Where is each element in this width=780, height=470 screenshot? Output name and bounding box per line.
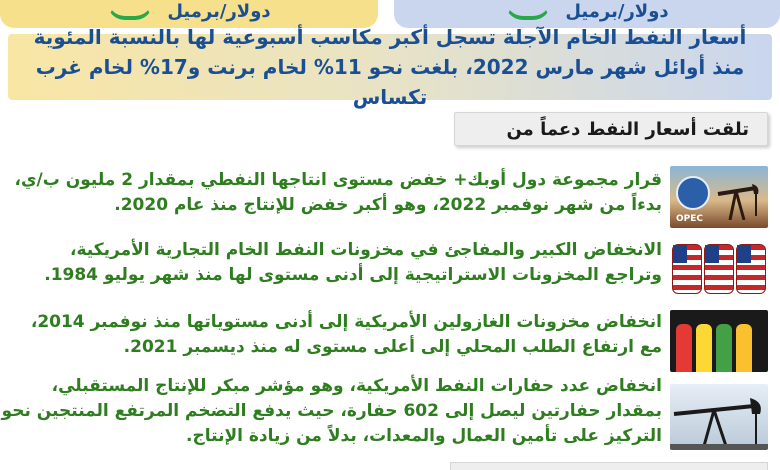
item-line: انخفاض مخزونات الغازولين الأمريكية إلى أدنى مستوياتها منذ نوفمبر 2014، <box>30 312 662 332</box>
headline-box <box>8 25 772 109</box>
swoosh-icon <box>505 2 551 20</box>
list-item <box>0 372 780 462</box>
us-flag-barrels-image <box>670 238 768 300</box>
item-text <box>2 374 662 449</box>
headline-line-2: منذ أوائل شهر مارس 2022، بلغت نحو 11% لخام برنت و17% لخام غرب تكساس <box>35 55 745 109</box>
fuel-nozzle-icon <box>696 324 712 372</box>
fuel-nozzle-icon <box>676 324 692 372</box>
barrel-icon <box>704 244 734 294</box>
item-text <box>15 168 663 218</box>
opec-logo-icon <box>676 176 710 210</box>
item-line: وتراجع المخزونات الاستراتيجية إلى أدنى مستوى لها منذ شهر يوليو 1984. <box>44 265 662 285</box>
fuel-nozzle-icon <box>716 324 732 372</box>
opec-pumpjack-image <box>670 166 768 228</box>
item-line: مع ارتفاع الطلب المحلي إلى أعلى مستوى له منذ ديسمبر 2021. <box>123 337 662 357</box>
top-banner-left-label: دولار/برميل <box>167 0 271 22</box>
list-item <box>0 164 780 228</box>
item-line: بمقدار حفارتين ليصل إلى 602 حفارة، حيث يدفع التضخم المرتفع المنتجين نحو <box>1 401 662 421</box>
item-line: انخفاض عدد حفارات النفط الأمريكية، وهو مؤشر مبكر للإنتاج المستقبلي، <box>51 376 662 396</box>
barrel-icon <box>672 244 702 294</box>
list-item <box>0 308 780 372</box>
top-banner-right-label: دولار/برميل <box>565 0 669 22</box>
barrel-icon <box>736 244 766 294</box>
opec-label: OPEC <box>676 214 703 224</box>
headline-line-1: أسعار النفط الخام الآجلة تسجل أكبر مكاسب أسبوعية لها بالنسبة المئوية <box>33 25 747 49</box>
swoosh-icon <box>107 2 153 20</box>
section-heading: تلقت أسعار النفط دعماً من <box>454 112 768 146</box>
item-line: التركيز على تأمين العمال والمعدات، بدلاً من زيادة الإنتاج. <box>186 426 662 446</box>
item-line: الانخفاض الكبير والمفاجئ في مخزونات النفط الخام التجارية الأمريكية، <box>70 240 662 260</box>
pumpjack-icon <box>712 180 762 220</box>
item-line: بدءاً من شهر نوفمبر 2022، وهو أكبر خفض للإنتاج منذ عام 2020. <box>114 195 662 215</box>
item-text <box>31 310 662 360</box>
item-text <box>44 238 662 288</box>
fuel-nozzle-icon <box>736 324 752 372</box>
list-item <box>0 236 780 300</box>
fuel-nozzles-image <box>670 310 768 372</box>
oil-rig-image <box>670 384 768 450</box>
oil-rig-icon <box>670 384 768 450</box>
bottom-section-heading-edge <box>450 462 768 470</box>
item-line: قرار مجموعة دول أوبك+ خفض مستوى انتاجها النفطي بمقدار 2 مليون ب/ي، <box>14 170 662 190</box>
